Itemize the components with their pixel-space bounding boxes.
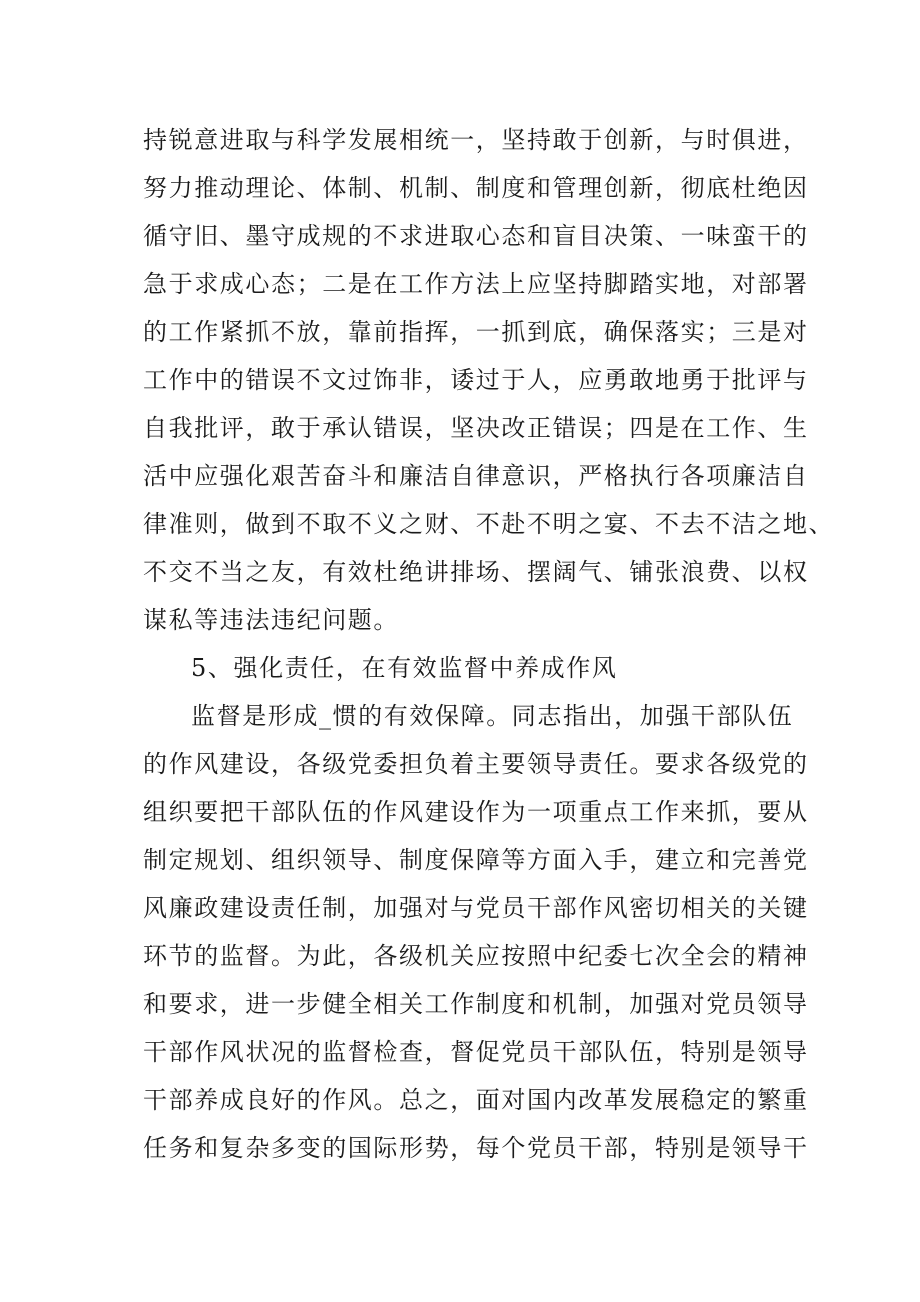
section-heading: 5、强化责任，在有效监督中养成作风 xyxy=(191,654,618,682)
paragraph-line: 风廉政建设责任制，加强对与党员干部作风密切相关的关键 xyxy=(143,894,809,922)
paragraph-line: 不交不当之友，有效杜绝讲排场、摆阔气、铺张浪费、以权 xyxy=(143,558,809,586)
paragraph-line: 循守旧、墨守成规的不求进取心态和盲目决策、一味蛮干的 xyxy=(143,222,809,250)
paragraph-line: 努力推动理论、体制、机制、制度和管理创新，彻底杜绝因 xyxy=(143,174,809,202)
paragraph-line: 监督是形成_惯的有效保障。同志指出，加强干部队伍 xyxy=(191,702,794,730)
paragraph-line: 谋私等违法违纪问题。 xyxy=(143,606,399,634)
paragraph-line: 任务和复杂多变的国际形势，每个党员干部，特别是领导干 xyxy=(143,1134,809,1162)
paragraph-line: 律准则，做到不取不义之财、不赴不明之宴、不去不洁之地、 xyxy=(143,510,835,538)
paragraph-line: 急于求成心态；二是在工作方法上应坚持脚踏实地，对部署 xyxy=(143,270,809,298)
paragraph-line: 的作风建设，各级党委担负着主要领导责任。要求各级党的 xyxy=(143,750,809,778)
paragraph-line: 制定规划、组织领导、制度保障等方面入手，建立和完善党 xyxy=(143,846,809,874)
paragraph-line: 和要求，进一步健全相关工作制度和机制，加强对党员领导 xyxy=(143,990,809,1018)
paragraph-line: 干部作风状况的监督检查，督促党员干部队伍，特别是领导 xyxy=(143,1038,809,1066)
paragraph-line: 干部养成良好的作风。总之，面对国内改革发展稳定的繁重 xyxy=(143,1086,809,1114)
document-body xyxy=(143,116,835,1172)
paragraph-line: 的工作紧抓不放，靠前指挥，一抓到底，确保落实；三是对 xyxy=(143,318,809,346)
paragraph-line: 活中应强化艰苦奋斗和廉洁自律意识，严格执行各项廉洁自 xyxy=(143,462,809,490)
paragraph-line: 自我批评，敢于承认错误，坚决改正错误；四是在工作、生 xyxy=(143,414,809,442)
paragraph-line: 组织要把干部队伍的作风建设作为一项重点工作来抓，要从 xyxy=(143,798,809,826)
paragraph-line: 工作中的错误不文过饰非，诿过于人，应勇敢地勇于批评与 xyxy=(143,366,809,394)
paragraph-line: 持锐意进取与科学发展相统一，坚持敢于创新，与时俱进， xyxy=(143,126,809,154)
paragraph-line: 环节的监督。为此，各级机关应按照中纪委七次全会的精神 xyxy=(143,942,809,970)
